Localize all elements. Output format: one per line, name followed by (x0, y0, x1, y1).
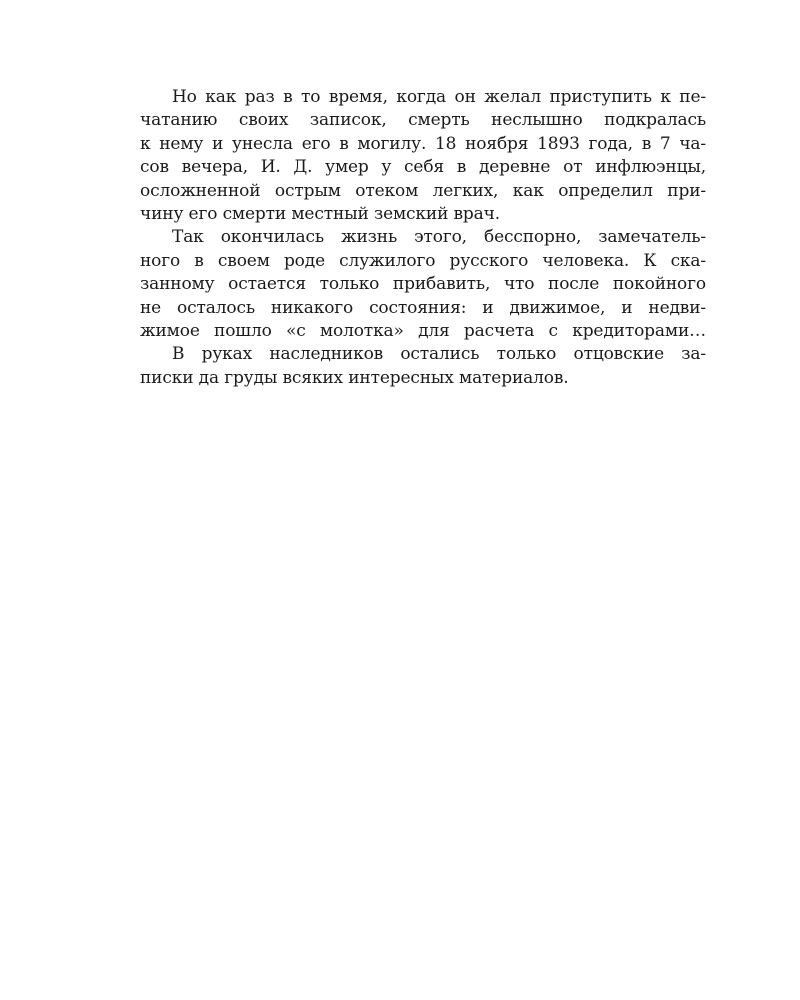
text-line: к нему и унесла его в могилу. 18 ноября 1893 года, в 7 ча- (140, 133, 706, 154)
text-line: не осталось никакого состояния: и движимое, и недви- (140, 297, 706, 318)
text-line: Но как раз в то время, когда он желал приступить к пе- (172, 87, 706, 107)
text-line: В руках наследников остались только отцовские за- (172, 344, 706, 365)
paragraph (140, 343, 706, 390)
text-line: сов вечера, И. Д. умер у себя в деревне от инфлюэнцы, (140, 157, 706, 178)
paragraph (140, 86, 706, 226)
text-line: занному остается только прибавить, что после покойного (140, 274, 706, 295)
body-text (140, 86, 706, 390)
text-line: жимое пошло «с молотка» для расчета с кредиторами… (140, 320, 706, 341)
text-line: писки да груды всяких интересных материалов. (140, 367, 569, 388)
paragraph (140, 226, 706, 343)
text-line: чину его смерти местный земский врач. (140, 203, 500, 224)
text-line: Так окончилась жизнь этого, бесспорно, замечатель- (172, 227, 706, 248)
text-line: ного в своем роде служилого русского человека. К ска- (140, 250, 706, 271)
text-line: чатанию своих записок, смерть неслышно подкралась (140, 110, 706, 131)
text-line: осложненной острым отеком легких, как определил при- (140, 180, 706, 201)
